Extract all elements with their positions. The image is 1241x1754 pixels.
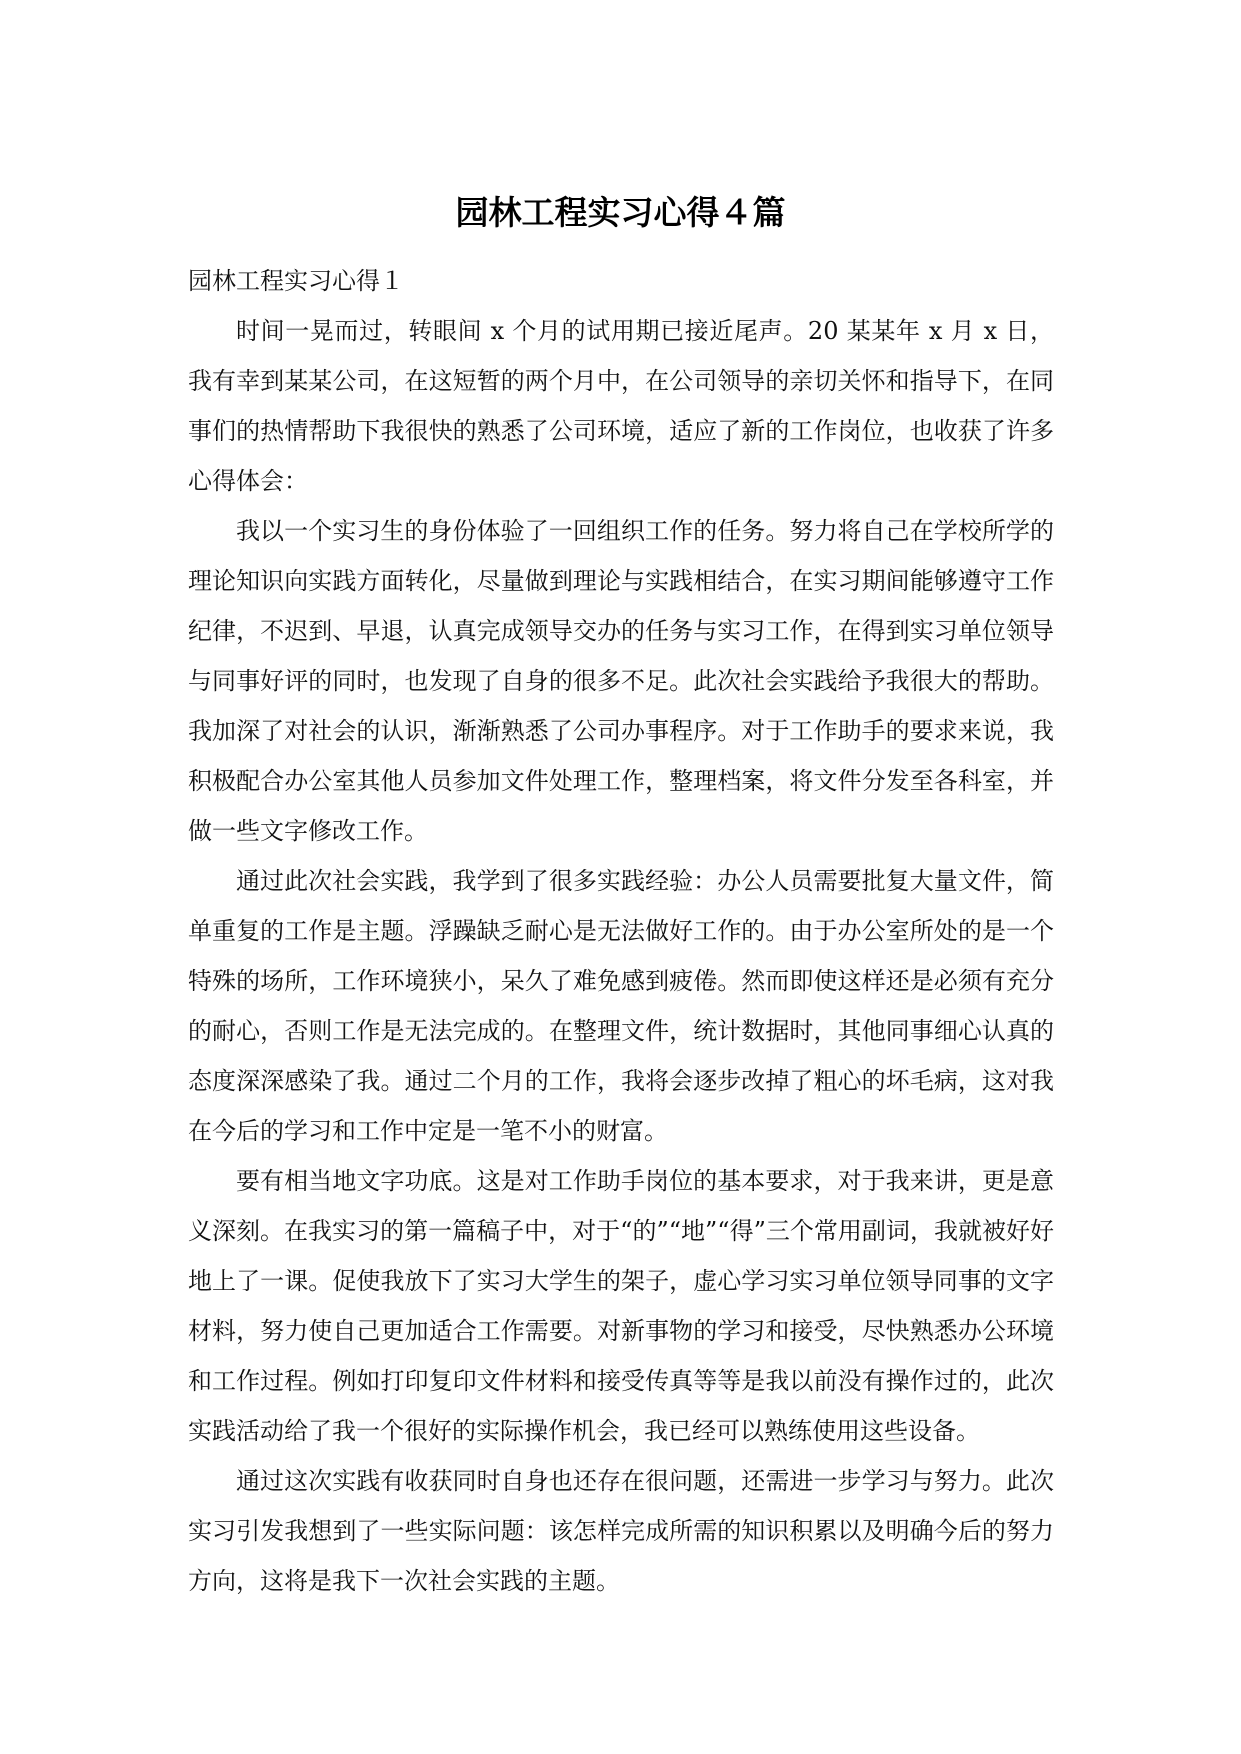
document-title: 园林工程实习心得４篇 [455,193,786,232]
document-body [188,256,1054,1606]
paragraph: 时间一晃而过，转眼间 x 个月的试用期已接近尾声。20 某某年 x 月 x 日，我有幸到某某公司，在这短暂的两个月中，在公司领导的亲切关怀和指导下，在同事们的热情帮助下我很快的熟悉了公司环境，适应了新的工作岗位，也收获了许多心得体会： [188,317,1054,495]
paragraph: 通过此次社会实践，我学到了很多实践经验：办公人员需要批复大量文件，简单重复的工作是主题。浮躁缺乏耐心是无法做好工作的。由于办公室所处的是一个特殊的场所，工作环境狭小，呆久了难免感到疲倦。然而即使这样还是必须有充分的耐心，否则工作是无法完成的。在整理文件，统计数据时，其他同事细心认真的态度深深感染了我。通过二个月的工作，我将会逐步改掉了粗心的坏毛病，这对我在今后的学习和工作中定是一笔不小的财富。 [188,867,1054,1145]
paragraph: 通过这次实践有收获同时自身也还存在很问题，还需进一步学习与努力。此次实习引发我想到了一些实际问题：该怎样完成所需的知识积累以及明确今后的努力方向，这将是我下一次社会实践的主题。 [188,1467,1054,1595]
paragraph: 要有相当地文字功底。这是对工作助手岗位的基本要求，对于我来讲，更是意义深刻。在我实习的第一篇稿子中，对于“的”“地”“得”三个常用副词，我就被好好地上了一课。促使我放下了实习大学生的架子，虚心学习实习单位领导同事的文字材料，努力使自己更加适合工作需要。对新事物的学习和接受，尽快熟悉办公环境和工作过程。例如打印复印文件材料和接受传真等等是我以前没有操作过的，此次实践活动给了我一个很好的实际操作机会，我已经可以熟练使用这些设备。 [188,1167,1054,1445]
paragraph: 我以一个实习生的身份体验了一回组织工作的任务。努力将自己在学校所学的理论知识向实践方面转化，尽量做到理论与实践相结合，在实习期间能够遵守工作纪律，不迟到、早退，认真完成领导交办的任务与实习工作，在得到实习单位领导与同事好评的同时，也发现了自身的很多不足。此次社会实践给予我很大的帮助。我加深了对社会的认识，渐渐熟悉了公司办事程序。对于工作助手的要求来说，我积极配合办公室其他人员参加文件处理工作，整理档案，将文件分发至各科室，并做一些文字修改工作。 [188,517,1054,845]
section-heading: 园林工程实习心得１ [188,267,404,295]
